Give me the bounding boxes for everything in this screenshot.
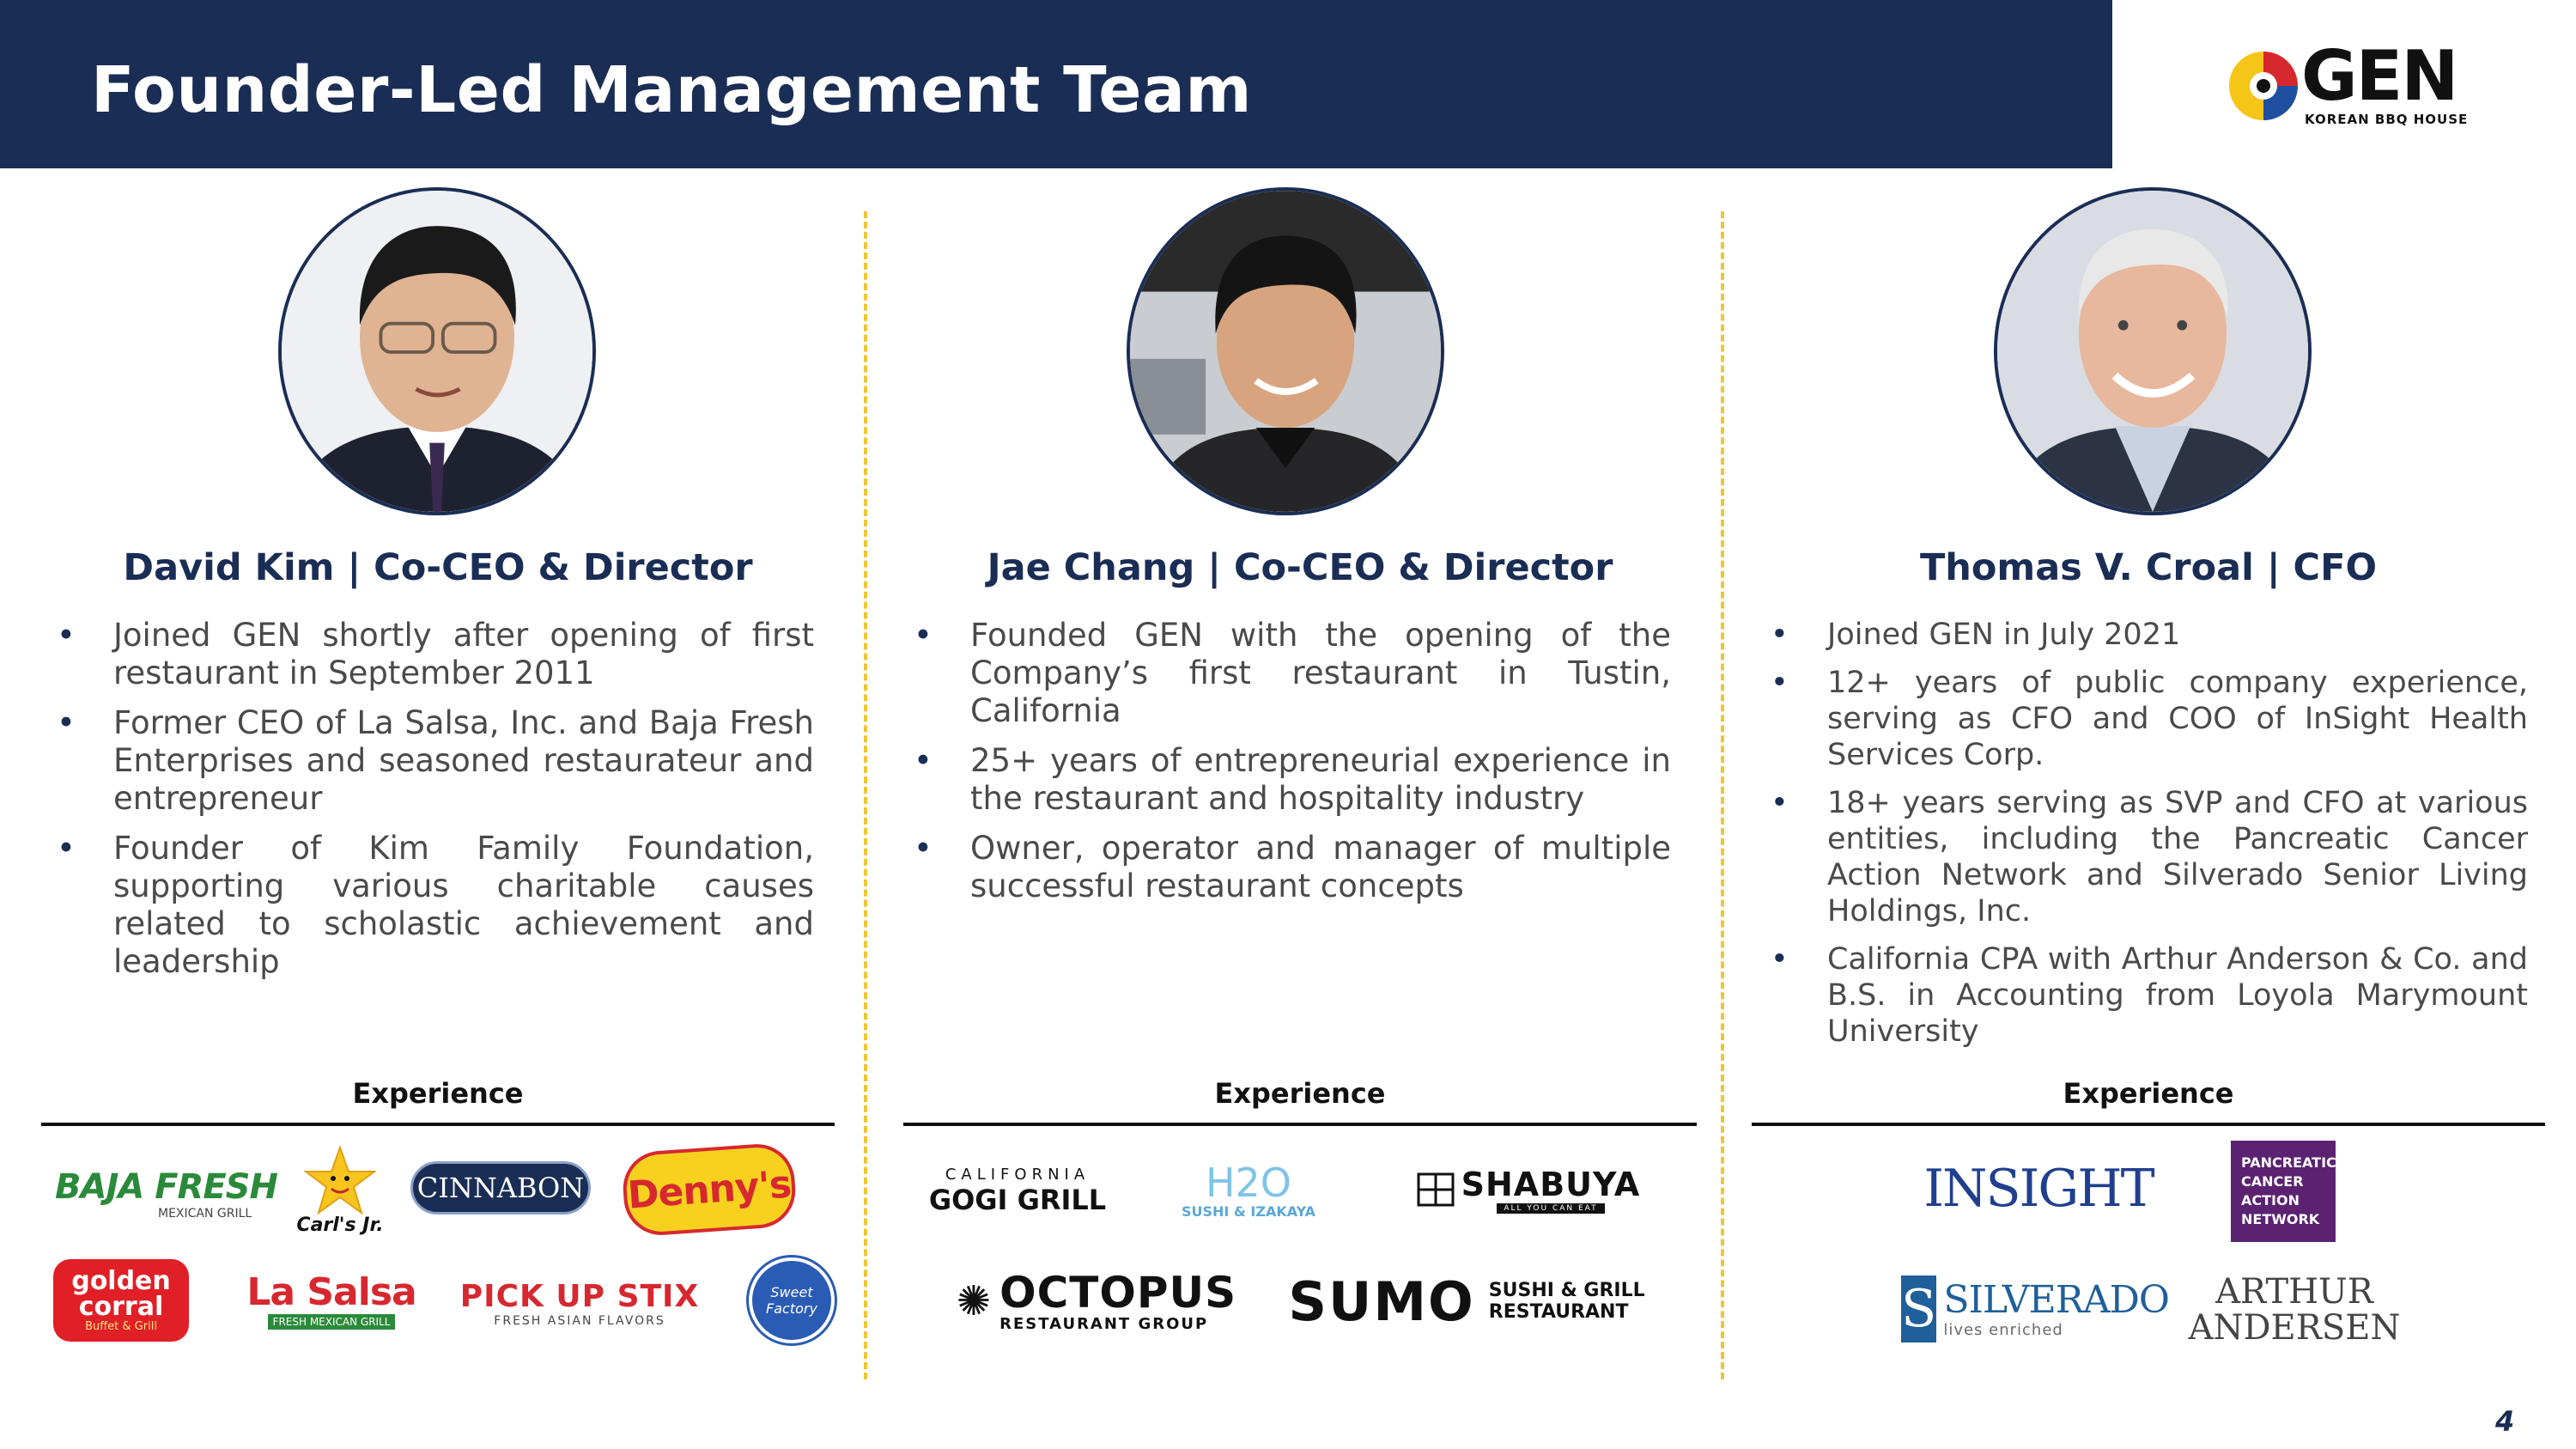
- page-number: 4: [2495, 1405, 2515, 1438]
- bullet-item: • 25+ years of entrepreneurial experience in the restaurant and hospitality industry: [905, 742, 1671, 818]
- portrait-thomas-croal: [1994, 187, 2312, 515]
- portrait-david-kim: [278, 187, 596, 515]
- bullet-item: • Former CEO of La Salsa, Inc. and Baja Fresh Enterprises and seasoned restaurateur and entrepreneur: [48, 704, 814, 818]
- bullets-jae-chang: [905, 617, 1671, 917]
- brand-cinnabon: CINNABON: [410, 1161, 591, 1215]
- column-divider-1: [864, 211, 867, 1379]
- person-name-jae-chang: Jae Chang | Co-CEO & Director: [987, 546, 1613, 589]
- brand-dennys: Denny's: [621, 1142, 798, 1238]
- slide-title: Founder-Led Management Team: [91, 53, 1253, 127]
- brand-baja-fresh: BAJA FRESH MEXICAN GRILL: [55, 1167, 277, 1221]
- brand-octopus: ✺ OCTOPUS RESTAURANT GROUP: [956, 1267, 1237, 1333]
- experience-rule: [1752, 1123, 2545, 1126]
- person-name-david-kim: David Kim | Co-CEO & Director: [123, 546, 753, 589]
- logo-subtitle: KOREAN BBQ HOUSE: [2305, 112, 2469, 127]
- brand-arthur-andersen: ARTHUR ANDERSEN: [2188, 1272, 2401, 1348]
- bullet-item: • 12+ years of public company experience, serving as CFO and COO of InSight Health Services Corp.: [1762, 665, 2528, 773]
- bullet-item: • Owner, operator and manager of multiple successful restaurant concepts: [905, 830, 1671, 905]
- experience-label: Experience: [352, 1077, 524, 1110]
- brand-insight: INSIGHT: [1923, 1159, 2154, 1219]
- brand-gogi-grill: CALIFORNIA GOGI GRILL: [928, 1165, 1107, 1216]
- brand-h2o: H2O SUSHI & IZAKAYA: [1181, 1159, 1316, 1220]
- bullet-item: • Founder of Kim Family Foundation, supporting various charitable causes related to scholastic achievement and leadership: [48, 830, 814, 981]
- person-silhouette-icon: [1130, 191, 1441, 512]
- bullet-item: • Joined GEN in July 2021: [1762, 617, 2528, 653]
- bullets-david-kim: [48, 617, 814, 993]
- person-silhouette-icon: [282, 191, 592, 512]
- brand-carls-jr: Carl's Jr.: [289, 1139, 392, 1242]
- bullets-thomas-croal: [1762, 617, 2528, 1062]
- brand-shabuya: SHABUYA ALL YOU CAN EAT: [1408, 1160, 1649, 1220]
- person-name-thomas-croal: Thomas V. Croal | CFO: [1919, 546, 2378, 589]
- person-silhouette-icon: [1997, 191, 2308, 512]
- brand-la-salsa: La Salsa FRESH MEXICAN GRILL: [246, 1269, 416, 1328]
- experience-label: Experience: [2063, 1077, 2234, 1110]
- brand-pick-up-stix: PICK UP STIX FRESH ASIAN FLAVORS: [459, 1278, 700, 1328]
- bullet-item: • Joined GEN shortly after opening of first restaurant in September 2011: [48, 617, 814, 692]
- bullet-item: • California CPA with Arthur Anderson & Co. and B.S. in Accounting from Loyola Marymount University: [1762, 941, 2528, 1050]
- portrait-jae-chang: [1127, 187, 1444, 515]
- gen-logo: [2224, 38, 2473, 132]
- brand-sumo: SUMO SUSHI & GRILL RESTAURANT: [1298, 1264, 1625, 1338]
- brand-silverado: S SILVERADO lives enriched: [1901, 1271, 2169, 1347]
- bullet-item: • 18+ years serving as SVP and CFO at various entities, including the Pancreatic Cancer Action Network and Silverado Senior Living Holdings, Inc.: [1762, 785, 2528, 929]
- column-divider-2: [1721, 211, 1724, 1379]
- star-icon: [304, 1146, 376, 1215]
- gen-logo-emblem-icon: [2224, 46, 2303, 125]
- brand-golden-corral: golden corral Buffet & Grill: [53, 1259, 189, 1342]
- experience-label: Experience: [1214, 1077, 1386, 1110]
- brand-pancan: PANCREATIC CANCER ACTION NETWORK: [2231, 1141, 2336, 1242]
- silverado-s-icon: S: [1901, 1275, 1936, 1342]
- experience-rule: [903, 1123, 1697, 1126]
- bullet-item: • Founded GEN with the opening of the Company’s first restaurant in Tustin, California: [905, 617, 1671, 730]
- brand-sweet-factory: Sweet Factory: [749, 1257, 835, 1343]
- logo-word: GEN: [2301, 36, 2458, 116]
- octopus-glyph-icon: ✺: [956, 1277, 992, 1325]
- experience-rule: [41, 1123, 835, 1126]
- grid-mark-icon: [1417, 1172, 1455, 1207]
